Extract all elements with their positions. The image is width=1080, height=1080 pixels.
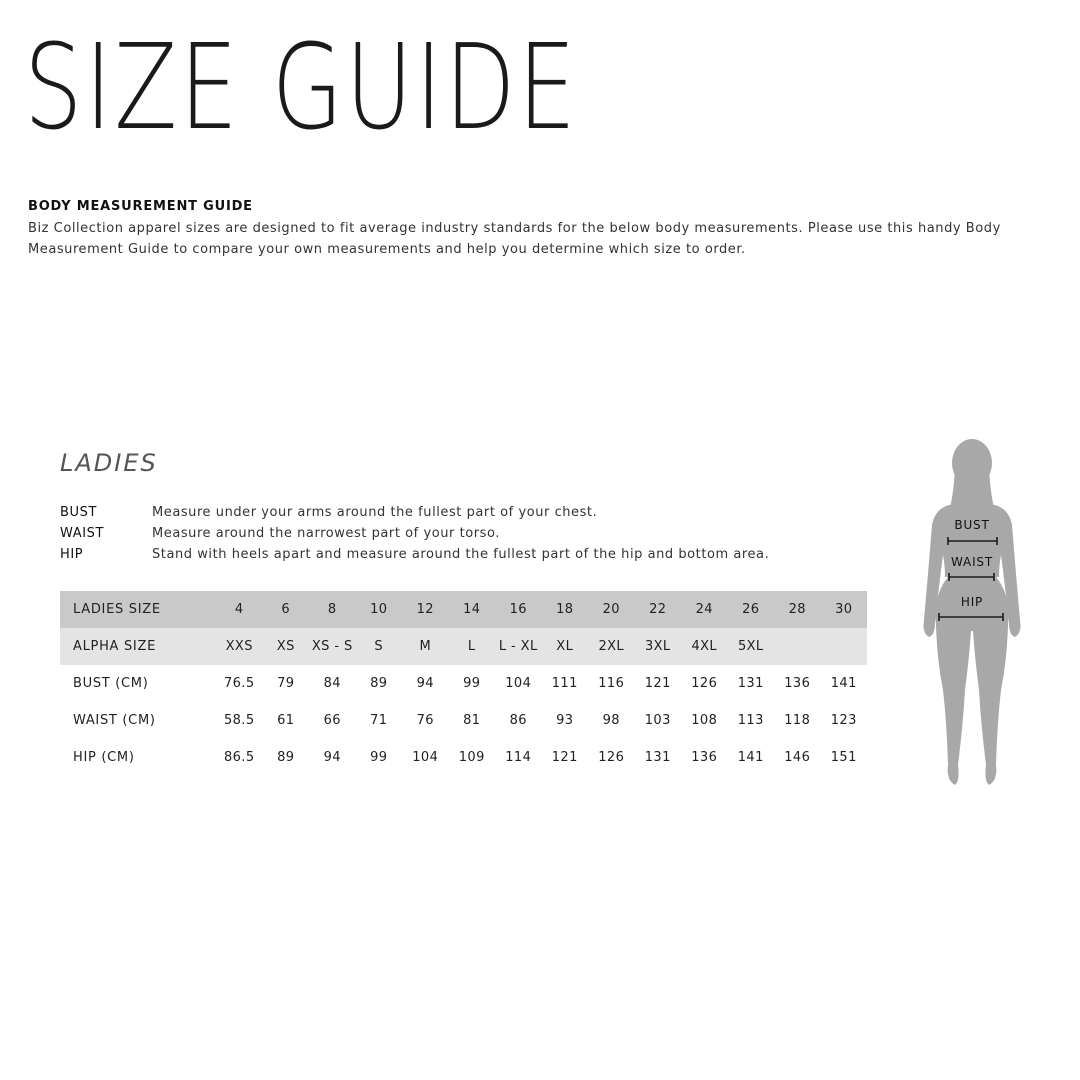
- table-cell: 113: [737, 713, 764, 728]
- table-cell: XS - S: [311, 639, 353, 654]
- table-cell: S: [374, 639, 384, 654]
- row-label: BUST (CM): [73, 676, 149, 691]
- table-cell: 94: [416, 676, 434, 691]
- table-cell: 4XL: [691, 639, 718, 654]
- table-cell: 99: [463, 676, 481, 691]
- definition-waist: [60, 523, 880, 544]
- intro-section: [28, 199, 1073, 260]
- table-cell: 146: [784, 750, 811, 765]
- table-cell: 26: [742, 602, 760, 617]
- table-cell: 98: [602, 713, 620, 728]
- table-cell: 20: [602, 602, 620, 617]
- table-cell: 79: [277, 676, 295, 691]
- table-cell: 86.5: [223, 750, 255, 765]
- ladies-size-row: [60, 591, 867, 628]
- intro-heading: BODY MEASUREMENT GUIDE: [28, 199, 253, 214]
- table-cell: [821, 628, 868, 665]
- table-cell: 6: [281, 602, 291, 617]
- table-cell: 30: [835, 602, 853, 617]
- table-cell: 76.5: [223, 676, 255, 691]
- hip-row: [60, 739, 867, 776]
- page-title: SIZE GUIDE: [24, 18, 579, 156]
- table-cell: 24: [695, 602, 713, 617]
- table-cell: 2XL: [598, 639, 625, 654]
- size-table: [60, 591, 867, 776]
- table-cell: 89: [370, 676, 388, 691]
- figure-label-hip: HIP: [960, 595, 984, 609]
- definition-text: Measure under your arms around the fullest part of your chest.: [152, 505, 598, 520]
- size-table-body: [60, 591, 867, 776]
- table-cell: 141: [830, 676, 857, 691]
- table-cell: 3XL: [644, 639, 671, 654]
- row-label: ALPHA SIZE: [73, 639, 156, 654]
- table-cell: 5XL: [737, 639, 764, 654]
- table-cell: 114: [505, 750, 532, 765]
- table-cell: M: [419, 639, 432, 654]
- table-cell: 121: [551, 750, 578, 765]
- waist-row: [60, 702, 867, 739]
- table-cell: 104: [412, 750, 439, 765]
- row-label: HIP (CM): [73, 750, 135, 765]
- definition-hip: [60, 544, 880, 565]
- table-cell: 61: [277, 713, 295, 728]
- table-cell: 103: [644, 713, 671, 728]
- table-cell: 111: [551, 676, 578, 691]
- table-cell: 86: [509, 713, 527, 728]
- table-cell: 131: [737, 676, 764, 691]
- section-title-ladies: LADIES: [60, 449, 158, 477]
- table-cell: XXS: [225, 639, 253, 654]
- table-cell: 76: [416, 713, 434, 728]
- body-figure: [915, 435, 1030, 795]
- table-cell: [774, 628, 821, 665]
- table-cell: 126: [598, 750, 625, 765]
- measurement-definitions: [60, 502, 880, 565]
- table-cell: 89: [277, 750, 295, 765]
- table-cell: 93: [556, 713, 574, 728]
- table-cell: 16: [509, 602, 527, 617]
- table-cell: 121: [644, 676, 671, 691]
- definition-bust: [60, 502, 880, 523]
- table-cell: 136: [784, 676, 811, 691]
- table-cell: L: [467, 639, 476, 654]
- table-cell: 94: [323, 750, 341, 765]
- table-cell: 126: [691, 676, 718, 691]
- table-cell: 99: [370, 750, 388, 765]
- table-cell: L - XL: [498, 639, 538, 654]
- table-cell: 108: [691, 713, 718, 728]
- definition-term: BUST: [60, 505, 98, 520]
- table-cell: 109: [458, 750, 485, 765]
- table-cell: 22: [649, 602, 667, 617]
- definition-text: Measure around the narrowest part of your torso.: [152, 526, 500, 541]
- table-cell: 131: [644, 750, 671, 765]
- female-silhouette-icon: [915, 435, 1030, 795]
- table-cell: 141: [737, 750, 764, 765]
- table-cell: 8: [327, 602, 337, 617]
- table-cell: 116: [598, 676, 625, 691]
- table-cell: 118: [784, 713, 811, 728]
- row-label: WAIST (CM): [73, 713, 156, 728]
- bust-row: [60, 665, 867, 702]
- table-cell: XS: [276, 639, 295, 654]
- row-label: LADIES SIZE: [73, 602, 161, 617]
- table-cell: 151: [830, 750, 857, 765]
- table-cell: 136: [691, 750, 718, 765]
- table-cell: 84: [323, 676, 341, 691]
- table-cell: 18: [556, 602, 574, 617]
- table-cell: 14: [463, 602, 481, 617]
- table-cell: 104: [505, 676, 532, 691]
- table-cell: 81: [463, 713, 481, 728]
- alpha-size-row: [60, 628, 867, 665]
- figure-label-bust: BUST: [954, 518, 990, 532]
- table-cell: 10: [370, 602, 388, 617]
- table-cell: 71: [370, 713, 388, 728]
- table-cell: 28: [788, 602, 806, 617]
- definition-term: WAIST: [60, 526, 105, 541]
- figure-label-waist: WAIST: [951, 555, 993, 569]
- table-cell: XL: [556, 639, 574, 654]
- table-cell: 12: [416, 602, 434, 617]
- table-cell: 66: [323, 713, 341, 728]
- table-cell: 58.5: [223, 713, 255, 728]
- intro-text: Biz Collection apparel sizes are designed to fit average industry standards for the below body measurements. Please use this handy Body Measurement Guide to compare your own measurements and help you determine which size to order.: [28, 221, 1001, 257]
- definition-term: HIP: [60, 547, 84, 562]
- table-cell: 4: [234, 602, 244, 617]
- definition-text: Stand with heels apart and measure around the fullest part of the hip and bottom area.: [152, 547, 770, 562]
- table-cell: 123: [830, 713, 857, 728]
